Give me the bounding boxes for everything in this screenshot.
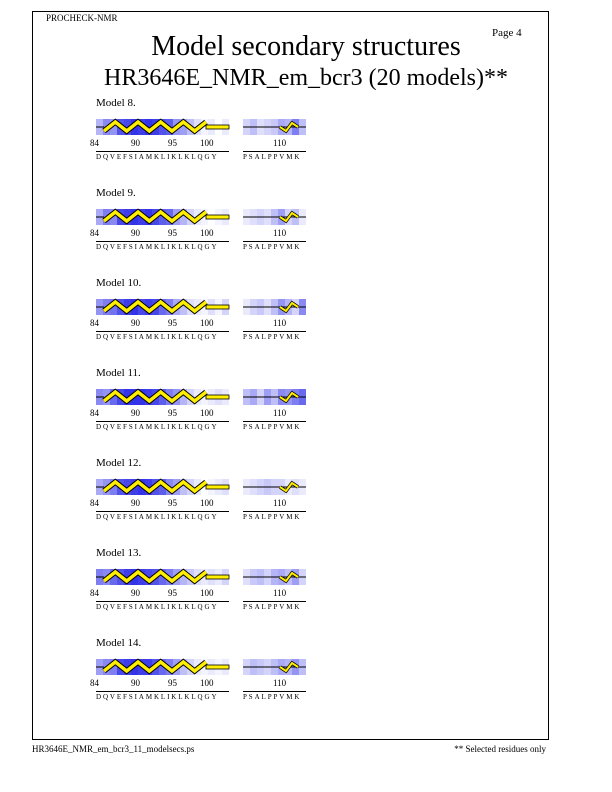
residue-tick-label: 95 (168, 318, 177, 328)
residue-tick-label: 110 (273, 588, 287, 598)
helix-ribbon (96, 209, 229, 225)
sequence-text: PSALPPVMK (243, 243, 302, 251)
sequence-rule (243, 601, 306, 602)
turn-bar (206, 125, 229, 129)
model-block (0, 187, 612, 267)
model-label: Model 8. (96, 97, 136, 109)
sequence-text: DQVEFSIAMKLIKLKLQGY (96, 603, 219, 611)
sequence-text: PSALPPVMK (243, 153, 302, 161)
model-block (0, 457, 612, 537)
residue-tick-label: 100 (200, 318, 214, 328)
helix-ribbon (96, 479, 229, 495)
residue-tick-label: 84 (90, 318, 99, 328)
sequence-rule (96, 241, 229, 242)
sequence-text: PSALPPVMK (243, 513, 302, 521)
residue-tick-label: 90 (131, 138, 140, 148)
turn-bar (206, 575, 229, 579)
model-block (0, 637, 612, 717)
model-block (0, 367, 612, 447)
residue-tick-label: 110 (273, 318, 287, 328)
sequence-text: PSALPPVMK (243, 333, 302, 341)
residue-tick-label: 84 (90, 588, 99, 598)
residue-tick-label: 110 (273, 678, 287, 688)
residue-tick-label: 95 (168, 678, 177, 688)
model-label: Model 14. (96, 637, 142, 649)
residue-tick-label: 95 (168, 588, 177, 598)
residue-tick-label: 110 (273, 498, 287, 508)
coil-line (243, 119, 306, 135)
sequence-text: DQVEFSIAMKLIKLKLQGY (96, 333, 219, 341)
coil-line (243, 659, 306, 675)
residue-tick-label: 100 (200, 588, 214, 598)
sequence-text: DQVEFSIAMKLIKLKLQGY (96, 423, 219, 431)
turn-bar (206, 215, 229, 219)
sequence-rule (243, 421, 306, 422)
page-number: Page 4 (492, 27, 522, 39)
sequence-rule (243, 151, 306, 152)
sequence-rule (96, 151, 229, 152)
residue-tick-label: 90 (131, 228, 140, 238)
sequence-text: PSALPPVMK (243, 423, 302, 431)
footer-filename: HR3646E_NMR_em_bcr3_11_modelsecs.ps (32, 744, 195, 754)
helix-ribbon (96, 659, 229, 675)
coil-line (243, 209, 306, 225)
footer-note: ** Selected residues only (454, 744, 546, 754)
residue-tick-label: 100 (200, 408, 214, 418)
helix-ribbon (96, 569, 229, 585)
residue-tick-label: 90 (131, 588, 140, 598)
model-label: Model 11. (96, 367, 141, 379)
coil-line (243, 479, 306, 495)
residue-tick-label: 84 (90, 408, 99, 418)
sequence-text: DQVEFSIAMKLIKLKLQGY (96, 693, 219, 701)
residue-tick-label: 84 (90, 678, 99, 688)
coil-line (243, 389, 306, 405)
sequence-text: DQVEFSIAMKLIKLKLQGY (96, 153, 219, 161)
sequence-rule (96, 331, 229, 332)
residue-tick-label: 95 (168, 138, 177, 148)
sequence-rule (96, 421, 229, 422)
model-label: Model 9. (96, 187, 136, 199)
sequence-rule (96, 691, 229, 692)
coil-line (243, 299, 306, 315)
helix-ribbon (96, 389, 229, 405)
model-label: Model 10. (96, 277, 142, 289)
turn-bar (206, 665, 229, 669)
residue-tick-label: 90 (131, 318, 140, 328)
residue-tick-label: 95 (168, 408, 177, 418)
residue-tick-label: 110 (273, 228, 287, 238)
helix-ribbon (96, 119, 229, 135)
helix-ribbon (96, 299, 229, 315)
residue-tick-label: 110 (273, 408, 287, 418)
model-label: Model 13. (96, 547, 142, 559)
sequence-text: PSALPPVMK (243, 603, 302, 611)
residue-tick-label: 95 (168, 228, 177, 238)
model-block (0, 97, 612, 177)
sequence-text: DQVEFSIAMKLIKLKLQGY (96, 513, 219, 521)
model-label: Model 12. (96, 457, 142, 469)
residue-tick-label: 84 (90, 228, 99, 238)
model-block (0, 547, 612, 627)
residue-tick-label: 100 (200, 228, 214, 238)
sequence-rule (96, 601, 229, 602)
residue-tick-label: 100 (200, 498, 214, 508)
residue-tick-label: 90 (131, 498, 140, 508)
residue-tick-label: 84 (90, 498, 99, 508)
page-title: Model secondary structures (151, 31, 461, 62)
sequence-rule (243, 241, 306, 242)
sequence-rule (243, 331, 306, 332)
residue-tick-label: 100 (200, 678, 214, 688)
residue-tick-label: 90 (131, 678, 140, 688)
residue-tick-label: 95 (168, 498, 177, 508)
residue-tick-label: 90 (131, 408, 140, 418)
sequence-rule (243, 691, 306, 692)
turn-bar (206, 395, 229, 399)
sequence-rule (96, 511, 229, 512)
coil-line (243, 569, 306, 585)
residue-tick-label: 84 (90, 138, 99, 148)
turn-bar (206, 485, 229, 489)
model-block (0, 277, 612, 357)
residue-tick-label: 100 (200, 138, 214, 148)
page-subtitle: HR3646E_NMR_em_bcr3 (20 models)** (104, 65, 508, 91)
residue-tick-label: 110 (273, 138, 287, 148)
turn-bar (206, 305, 229, 309)
sequence-text: DQVEFSIAMKLIKLKLQGY (96, 243, 219, 251)
sequence-text: PSALPPVMK (243, 693, 302, 701)
sequence-rule (243, 511, 306, 512)
program-label: PROCHECK-NMR (46, 13, 118, 23)
